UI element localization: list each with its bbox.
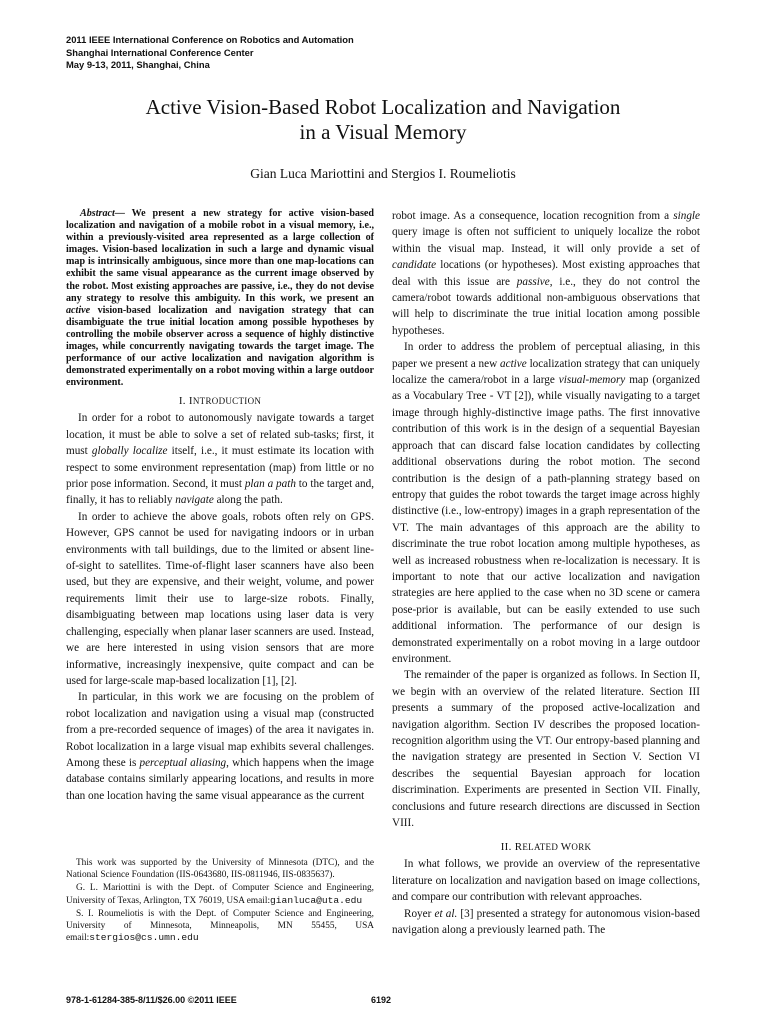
abstract	[66, 208, 374, 389]
section-initial: R	[514, 841, 523, 854]
section-heading-related-work	[392, 841, 700, 853]
email-link-1[interactable]: gianluca@uta.edu	[270, 894, 363, 906]
intro-paragraph-2: In order to achieve the above goals, robots often rely on GPS. However, GPS cannot be used for navigating indoors or in urban environments with tall buildings, due to the limited or absent line-of-sight to satellites. Time-of-flight laser scanners have also been used, but they are expensive, and their weight, volume, and power requirements limit their use to large-size robots. Finally, disambiguating between map locations using laser data is very challenging, especially when planar laser scanners are used. Instead, we are here interested in using vision sensors that are more informative, increasingly inexpensive, quite compact and can be used for large-scale map-based localization [1], [2].	[66, 510, 374, 687]
text-run: map (organized as a Vocabulary Tree - VT [2]), while visually navigating to a target image through highly-distinctive image paths. The first innovative contribution of this work is in the design of a sequential Bayesian approach that can discard false location candidates by collecting additional observations during the robot motion. The second contribution is the design of a path-planning strategy based on entropy that guides the robot towards the target image across highly distinctive (i.e., low-entropy) images in a graph representation of the VT. The main advantages of this approach are the ability to discriminate the true robot location among multiple hypotheses, as well as increased robustness when re-localization is necessary. It is important to note that our active localization and navigation strategies are here applied to the case when no 3D scene or camera pose-prior is available, but can be easily extended to use such additional information. The performance of our design is demonstrated experimentally on a robot moving in a large outdoor environment.	[392, 374, 700, 665]
emphasis: single	[673, 210, 700, 222]
footnote-funding: This work was supported by the University of Minnesota (DTC), and the National Science Foundation (IIS-0643680, IIS-0811946, IIS-0835637).	[66, 858, 374, 880]
footnote-author-1	[66, 883, 374, 908]
paper-title	[66, 95, 700, 145]
text-run: , which happens when the image database contains similarly appearing locations, and results in more than one location having the same visual appearance as the current	[66, 756, 374, 802]
text-run: locations (or hypotheses). Most existing approaches that deal with this issue are	[392, 259, 700, 288]
section-rest: NTRODUCTION	[192, 396, 262, 407]
text-run: localization strategy that can uniquely localize the camera/robot in a large	[392, 357, 700, 387]
abstract-emphasis: active	[66, 304, 91, 316]
conference-header	[66, 34, 466, 72]
text-run: In order to address the problem of perceptual aliasing, in this paper we present a new	[392, 341, 700, 370]
conference-venue: Shanghai International Conference Center	[66, 46, 254, 58]
page-number: 6192	[371, 995, 392, 1005]
emphasis: visual-memory	[558, 374, 626, 387]
right-paragraph-3: The remainder of the paper is organized as follows. In Section II, we begin with an overview of the related literature. Section III presents a summary of the proposed active-localization and navigation algorithm. Section IV describes the proposed location-recognition algorithm using the VT. Our entropy-based planning and the navigation strategy are presented in Section V. Section VI describes the sequential Bayesian approach for location discrimination. Experiments are presented in Section VII. Finally, conclusions and future research directions are discussed in Section VIII.	[392, 669, 700, 830]
conference-name: 2011 IEEE International Conference on Robotics and Automation	[66, 34, 354, 45]
section-initial: W	[560, 841, 572, 854]
section-number: I.	[178, 395, 189, 408]
section-initial: I	[188, 395, 193, 408]
text-run: In order for a robot to autonomously navigate towards a target location, it must be able to solve a set of related sub-tasks; first, it must	[66, 412, 374, 458]
text-run: robot image. As a consequence, location recognition from a	[392, 210, 674, 222]
text-run: along the path.	[213, 494, 283, 507]
text-run: query image is often not sufficient to uniquely localize the robot within the visual map. Instead, it will only provide a set of	[392, 226, 700, 255]
footnote-author-2	[66, 909, 374, 946]
text-run: itself, i.e., it must estimate its location with respect to some environment representation (map) from little or no prior pose information. Second, it must	[66, 445, 374, 491]
emphasis: et al.	[434, 907, 458, 920]
text-run: Royer	[404, 907, 435, 920]
title-line-1: Active Vision-Based Robot Localization and Navigation	[145, 95, 621, 119]
text-run: [3] presented a strategy for autonomous vision-based navigation along a previously learned path. The	[392, 907, 701, 937]
emphasis: perceptual aliasing	[139, 756, 227, 769]
abstract-text-1: We present a new strategy for active vision-based localization and navigation of a mobile robot in a visual memory, i.e., within a previously-visited area represented as a large collection of images. Vision-based localization in such a large and dynamic visual map is intrinsically ambiguous, since more than one map-locations can exhibit the same visual appearance as the current image observed by the robot. Most existing approaches are passive, i.e., they do not devise any strategy to resolve this ambiguity. In this work, we present an	[66, 208, 375, 304]
section-heading-introduction	[66, 395, 374, 407]
title-line-2: in a Visual Memory	[299, 120, 467, 144]
abstract-dash: —	[114, 208, 132, 219]
section-rest: ORK	[571, 842, 592, 853]
abstract-label: Abstract	[80, 208, 115, 219]
right-paragraph-2	[392, 339, 700, 667]
emphasis: plan a path	[244, 478, 296, 491]
right-column	[392, 208, 700, 938]
text-run: , i.e., they do not control the camera/robot towards additional non-ambiguous observations that will help to discriminate the true initial location among possible hypotheses.	[392, 275, 700, 337]
text-run: S. I. Roumeliotis is with the Dept. of Computer Science and Engineering, University of Minnesota, Minneapolis, MN 55455, USA email:	[66, 908, 374, 944]
emphasis: navigate	[175, 494, 214, 507]
author-list: Gian Luca Mariottini and Stergios I. Roumeliotis	[250, 166, 516, 181]
emphasis: candidate	[392, 259, 437, 272]
section-rest: ELATED	[522, 842, 561, 853]
text-run: to the target and, finally, it has to reliably	[66, 478, 375, 507]
emphasis: active	[500, 357, 527, 370]
footnotes	[66, 858, 374, 946]
related-paragraph-2	[392, 906, 700, 939]
related-paragraph-1: In what follows, we provide an overview of the representative literature on localization and navigation based on image collections, and compare our contribution with relevant approaches.	[392, 858, 700, 904]
emphasis: passive	[516, 275, 550, 288]
section-number: II.	[500, 841, 515, 854]
copyright-footer: 978-1-61284-385-8/11/$26.00 ©2011 IEEE	[66, 995, 237, 1005]
text-run: In particular, in this work we are focusing on the problem of robot localization and navigation using a visual map (constructed from a pre-recorded sequence of images) of the area it navigates in. Robot localization in a large visual map exhibits several challenges. Among these is	[66, 691, 374, 769]
abstract-text-2: vision-based localization and navigation strategy that can disambiguate the true initial location among possible hypotheses by controlling the mobile observer across a sequence of highly distinctive images, while concurrently navigating towards the target image. The performance of our active localization and navigation algorithm is demonstrated experimentally on a robot moving within a large outdoor environment.	[66, 304, 374, 389]
text-run: G. L. Mariottini is with the Dept. of Computer Science and Engineering, University of Texas, Arlington, TX 76019, USA email:	[66, 882, 374, 906]
left-column	[66, 208, 374, 804]
right-paragraph-1	[392, 208, 700, 339]
emphasis: globally localize	[91, 445, 168, 458]
intro-paragraph-1	[66, 410, 374, 508]
intro-paragraph-3	[66, 689, 374, 804]
email-link-2[interactable]: stergios@cs.umn.edu	[89, 932, 199, 944]
conference-date: May 9-13, 2011, Shanghai, China	[66, 59, 210, 70]
